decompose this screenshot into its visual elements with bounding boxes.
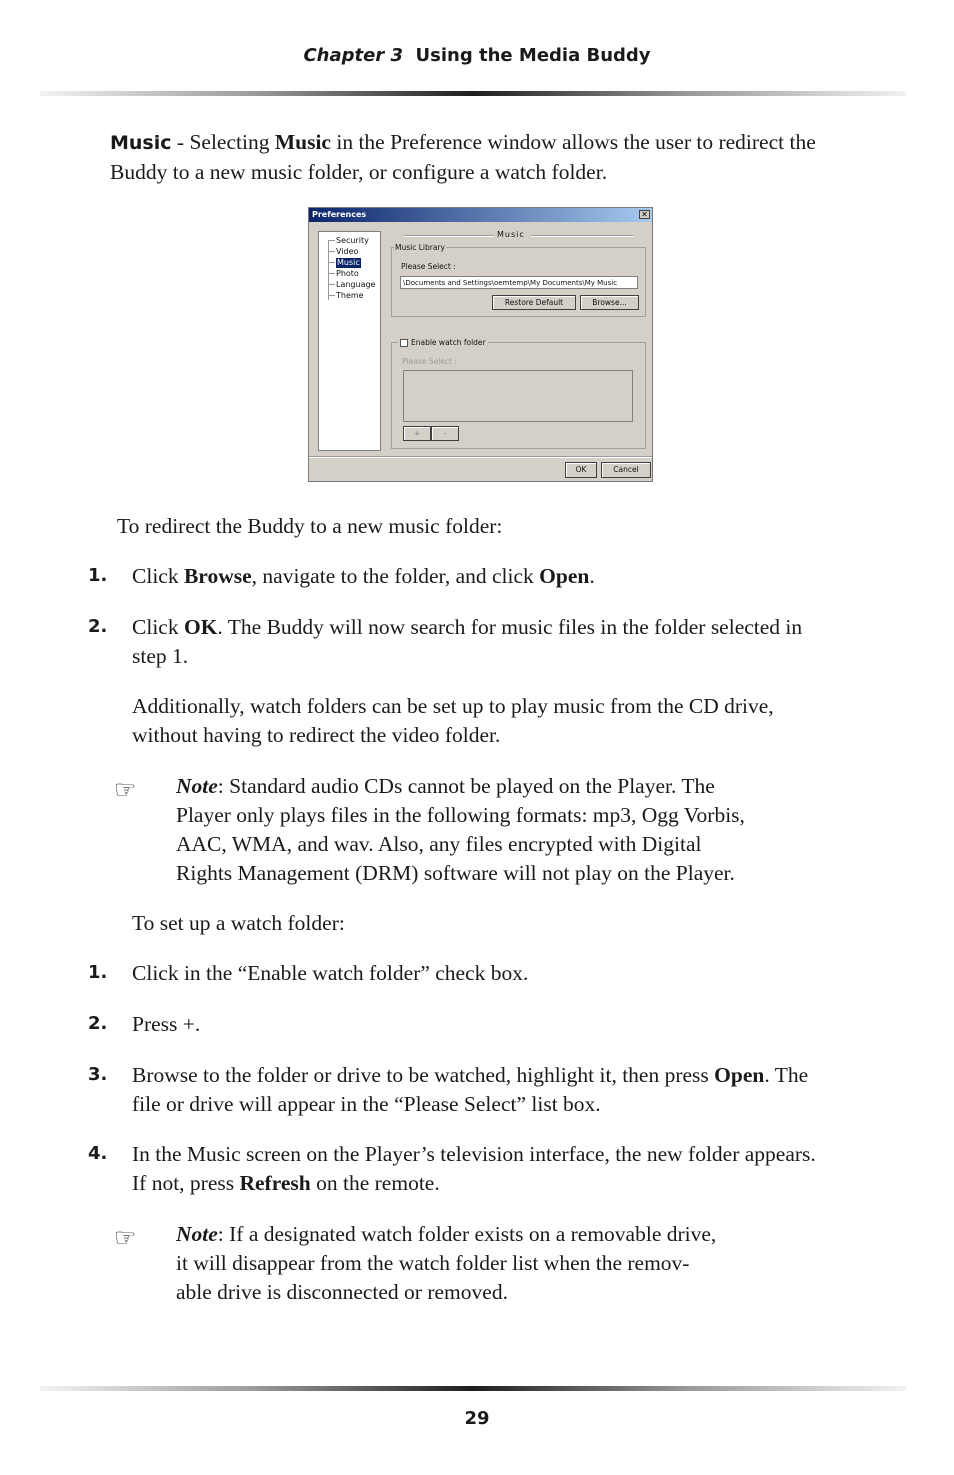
intro-line-1	[110, 128, 816, 158]
step-bold: Open	[714, 1063, 765, 1087]
step-bold: OK	[183, 615, 218, 639]
redirect-step-2-number: 2.	[88, 616, 108, 637]
music-folder-path-field[interactable]: \Documents and Settings\oemtemp\My Documents\My Music	[400, 276, 638, 289]
note-text: able drive is disconnected or removed.	[176, 1280, 508, 1304]
step-text: Click	[132, 564, 184, 588]
intro-term-2: Music	[274, 130, 331, 154]
watch-step-2-number: 2.	[88, 1013, 108, 1034]
step-text: Browse to the folder or drive to be watched, highlight it, then press	[132, 1063, 715, 1087]
tree-item-language[interactable]: Language	[336, 280, 376, 289]
step-text-line-2: file or drive will appear in the “Please Select” list box.	[132, 1092, 601, 1116]
intro-paragraph	[110, 128, 816, 187]
step-text: . The Buddy will now search for music files in the folder selected in	[217, 615, 803, 639]
tree-item-music[interactable]: Music	[337, 258, 360, 267]
browse-button[interactable]: Browse...	[580, 295, 639, 310]
step-text: , navigate to the folder, and click	[251, 564, 540, 588]
watch-step-1: Click in the “Enable watch folder” check box.	[132, 961, 529, 985]
enable-watch-folder-checkbox[interactable]	[400, 339, 408, 347]
restore-default-button[interactable]: Restore Default	[492, 295, 576, 310]
category-tree	[318, 231, 381, 451]
panel-title-line-right	[531, 235, 633, 237]
cancel-button[interactable]: Cancel	[601, 462, 651, 478]
step-text: .	[589, 564, 595, 588]
intro-text-a: - Selecting	[171, 130, 275, 154]
note-label: Note	[176, 1222, 218, 1246]
panel-title-line-left	[404, 235, 494, 237]
tree-item-photo[interactable]: Photo	[336, 269, 359, 278]
watch-step-3-number: 3.	[88, 1064, 108, 1085]
footer-rule	[40, 1386, 906, 1391]
step-text: on the remote.	[310, 1171, 440, 1195]
watch-step-3	[132, 1061, 808, 1119]
redirect-step-2	[132, 613, 802, 671]
minus-button[interactable]: -	[431, 426, 459, 441]
tree-item-security[interactable]: Security	[336, 236, 369, 245]
redirect-step-1-number: 1.	[88, 565, 108, 586]
step-text: If not, press	[132, 1171, 240, 1195]
step-bold: Browse	[183, 564, 252, 588]
watch-folder-checkbox-row[interactable]	[398, 338, 488, 347]
plus-button[interactable]: +	[403, 426, 431, 441]
watch-step-4-number: 4.	[88, 1143, 108, 1164]
step-text-line-1: In the Music screen on the Player’s television interface, the new folder appears.	[132, 1142, 816, 1166]
step-text-line-2: step 1.	[132, 644, 189, 668]
step-text: Click	[132, 615, 184, 639]
step-text: . The	[764, 1063, 809, 1087]
note-text: Rights Management (DRM) software will not play on the Player.	[176, 861, 735, 885]
redirect-step-1	[132, 562, 595, 591]
dialog-titlebar	[309, 208, 652, 222]
tree-item-theme[interactable]: Theme	[336, 291, 364, 300]
watch-intro: To set up a watch folder:	[132, 911, 345, 935]
dialog-title: Preferences	[312, 210, 367, 219]
dialog-separator	[309, 456, 652, 458]
ok-button[interactable]: OK	[565, 462, 597, 478]
watch-please-select-label: Please Select :	[402, 357, 457, 366]
additional-paragraph	[132, 692, 774, 750]
chapter-label: Chapter 3	[303, 45, 403, 66]
preferences-dialog	[308, 207, 653, 482]
note-1	[176, 772, 745, 888]
step-bold: Open	[539, 564, 590, 588]
running-header	[0, 45, 954, 66]
pointing-hand-icon: ☞	[114, 775, 137, 804]
close-icon[interactable]: ✕	[639, 210, 650, 219]
tree-item-video[interactable]: Video	[336, 247, 359, 256]
note-label: Note	[176, 774, 218, 798]
intro-term: Music	[110, 132, 172, 154]
intro-text-b: in the Preference window allows the user to redirect the	[330, 130, 816, 154]
enable-watch-folder-label: Enable watch folder	[411, 338, 486, 347]
note-text: AAC, WMA, and wav. Also, any files encrypted with Digital	[176, 832, 702, 856]
redirect-intro: To redirect the Buddy to a new music folder:	[117, 514, 503, 538]
page-number: 29	[464, 1408, 490, 1429]
please-select-label: Please Select :	[401, 262, 456, 271]
music-library-label: Music Library	[395, 243, 445, 252]
note-text: : Standard audio CDs cannot be played on the Player. The	[217, 774, 715, 798]
note-2	[176, 1220, 716, 1307]
panel-title: Music	[497, 230, 525, 239]
watch-folder-list-box[interactable]	[403, 370, 633, 422]
note-text: Player only plays files in the following formats: mp3, Ogg Vorbis,	[176, 803, 745, 827]
intro-line-2: Buddy to a new music folder, or configure a watch folder.	[110, 160, 608, 184]
header-rule	[40, 91, 906, 96]
note-text: it will disappear from the watch folder list when the remov-	[176, 1251, 690, 1275]
watch-step-2: Press +.	[132, 1012, 201, 1036]
additional-line-2: without having to redirect the video folder.	[132, 723, 501, 747]
chapter-title: Using the Media Buddy	[415, 45, 651, 66]
watch-step-4	[132, 1140, 816, 1198]
pointing-hand-icon: ☞	[114, 1223, 137, 1252]
note-text: : If a designated watch folder exists on a removable drive,	[217, 1222, 717, 1246]
watch-step-1-number: 1.	[88, 962, 108, 983]
step-bold: Refresh	[239, 1171, 311, 1195]
additional-line-1: Additionally, watch folders can be set up to play music from the CD drive,	[132, 694, 774, 718]
